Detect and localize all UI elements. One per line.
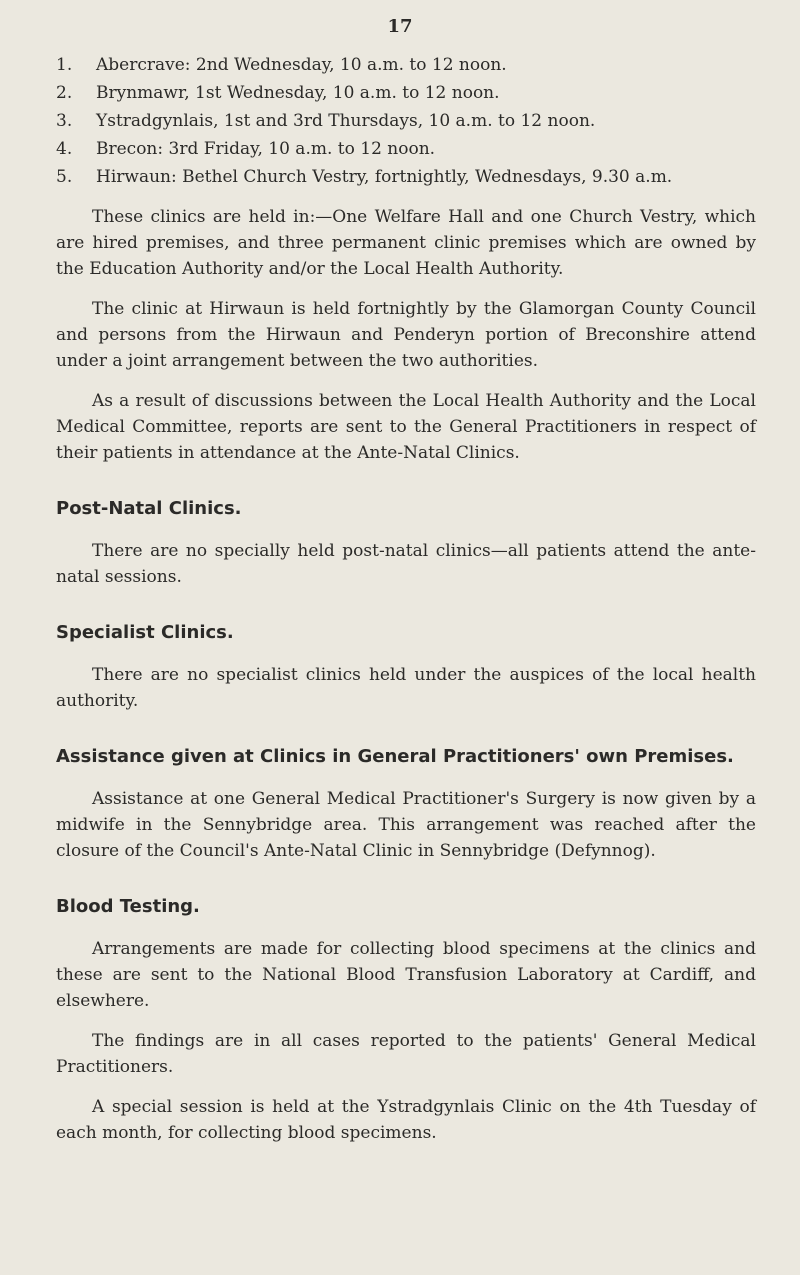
section-heading-post-natal: Post-Natal Clinics. bbox=[56, 498, 242, 519]
section-paragraph: Assistance at one General Medical Practitioner's Surgery is now given by a midwife in the Sennybridge area. This arrangement was reached after the closure of the Council's Ante-Natal Clinic in Sennybridge (Defynnog). bbox=[56, 789, 756, 861]
schedule-item bbox=[56, 136, 756, 162]
schedule-item-number: 3. bbox=[56, 111, 73, 131]
schedule-item bbox=[56, 108, 756, 134]
section-paragraph: There are no specially held post-natal clinics—all patients attend the ante-natal sessions. bbox=[56, 541, 756, 587]
section-paragraph: The findings are in all cases reported to the patients' General Medical Practitioners. bbox=[56, 1031, 756, 1077]
section-paragraph: Arrangements are made for collecting blood specimens at the clinics and these are sent to the National Blood Transfusion Laboratory at Cardiff, and elsewhere. bbox=[56, 939, 756, 1011]
schedule-item bbox=[56, 52, 756, 78]
page-number: 17 bbox=[387, 16, 413, 37]
section-heading-assistance: Assistance given at Clinics in General Practitioners' own Premises. bbox=[56, 746, 734, 767]
intro-paragraph: The clinic at Hirwaun is held fortnightly by the Glamorgan County Council and persons from the Hirwaun and Penderyn portion of Breconshire attend under a joint arrangement between the two authorities. bbox=[56, 299, 756, 371]
section-paragraph: There are no specialist clinics held under the auspices of the local health authority. bbox=[56, 665, 756, 711]
schedule-item-number: 2. bbox=[56, 83, 73, 103]
schedule-item-text: Abercrave: 2nd Wednesday, 10 a.m. to 12 noon. bbox=[96, 55, 507, 75]
clinic-schedule-list bbox=[56, 52, 756, 190]
schedule-item-number: 5. bbox=[56, 167, 73, 187]
intro-paragraph: As a result of discussions between the Local Health Authority and the Local Medical Committee, reports are sent to the General Practitioners in respect of their patients in attendance at the Ante-Natal Clinics. bbox=[56, 391, 756, 463]
schedule-item-text: Brecon: 3rd Friday, 10 a.m. to 12 noon. bbox=[96, 139, 436, 159]
schedule-item-text: Brynmawr, 1st Wednesday, 10 a.m. to 12 noon. bbox=[96, 83, 500, 103]
schedule-item bbox=[56, 80, 756, 106]
schedule-item-number: 1. bbox=[56, 55, 73, 75]
schedule-item-text: Ystradgynlais, 1st and 3rd Thursdays, 10 a.m. to 12 noon. bbox=[96, 111, 596, 131]
page-content bbox=[56, 52, 756, 1146]
section-heading-blood-testing: Blood Testing. bbox=[56, 896, 200, 917]
schedule-item bbox=[56, 164, 756, 190]
schedule-item-text: Hirwaun: Bethel Church Vestry, fortnightly, Wednesdays, 9.30 a.m. bbox=[96, 167, 673, 187]
schedule-item-number: 4. bbox=[56, 139, 73, 159]
section-paragraph: A special session is held at the Ystradgynlais Clinic on the 4th Tuesday of each month, for collecting blood specimens. bbox=[56, 1097, 756, 1143]
section-heading-specialist: Specialist Clinics. bbox=[56, 622, 234, 643]
intro-paragraph: These clinics are held in:—One Welfare Hall and one Church Vestry, which are hired premises, and three permanent clinic premises which are owned by the Education Authority and/or the Local Health Authority. bbox=[56, 207, 756, 279]
